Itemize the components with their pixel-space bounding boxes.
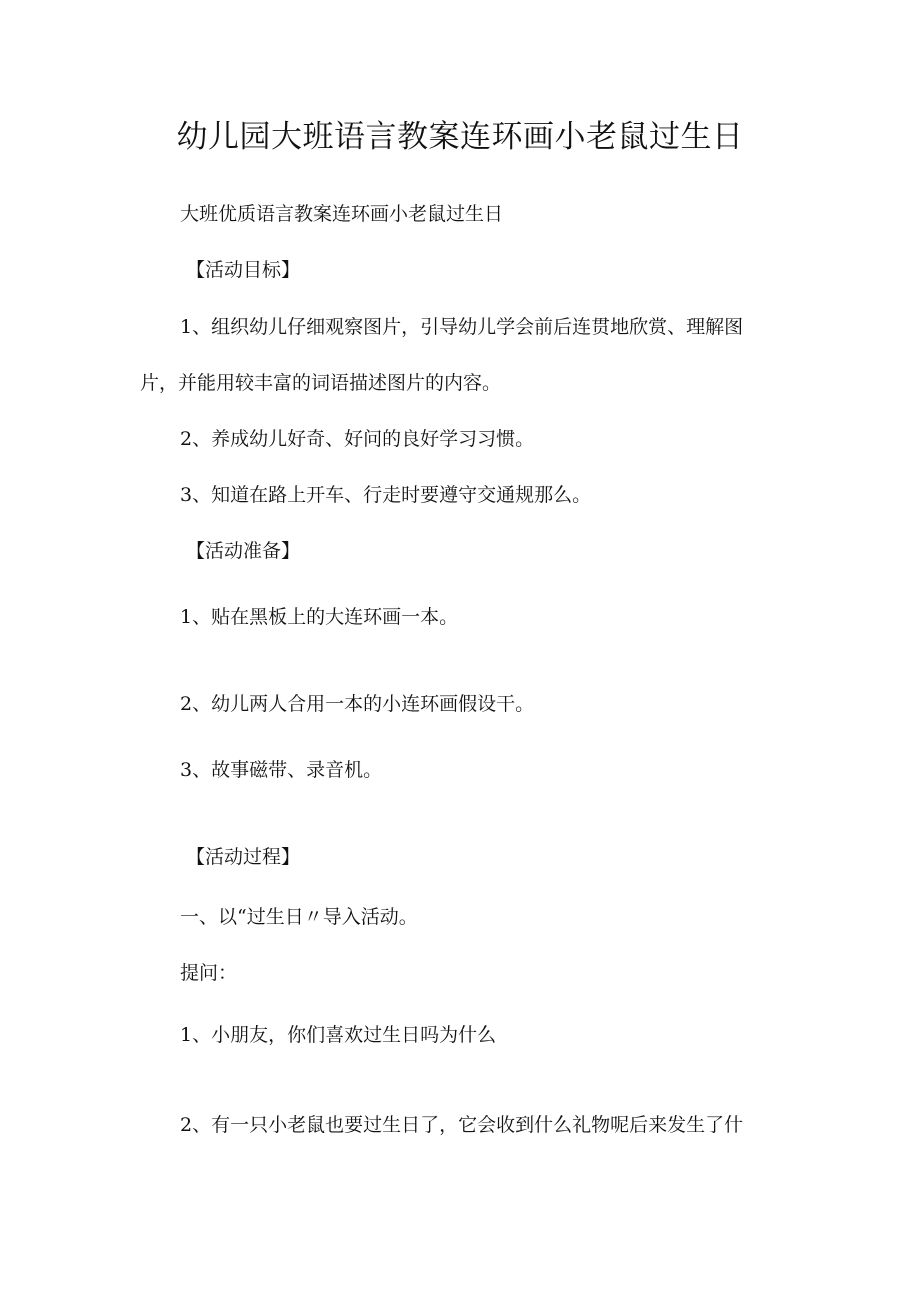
section-heading-process: 【活动过程】 <box>186 846 301 868</box>
ask-label: 提问： <box>180 962 238 984</box>
goal-1-line-2: 片，并能用较丰富的词语描述图片的内容。 <box>140 372 502 394</box>
goal-2: 2、养成幼儿好奇、好问的良好学习习惯。 <box>180 428 535 450</box>
section-heading-goals: 【活动目标】 <box>186 259 301 281</box>
document-title: 幼儿园大班语言教案连环画小老鼠过生日 <box>176 119 744 155</box>
document-subtitle: 大班优质语言教案连环画小老鼠过生日 <box>180 203 504 225</box>
prep-2: 2、幼儿两人合用一本的小连环画假设干。 <box>180 693 535 715</box>
question-2: 2、有一只小老鼠也要过生日了，它会收到什么礼物呢后来发生了什 <box>180 1114 744 1136</box>
section-heading-preparation: 【活动准备】 <box>186 540 301 562</box>
goal-3: 3、知道在路上开车、行走时要遵守交通规那么。 <box>180 484 592 506</box>
prep-3: 3、故事磁带、录音机。 <box>180 759 383 781</box>
goal-1-line-1: 1、组织幼儿仔细观察图片，引导幼儿学会前后连贯地欣赏、理解图 <box>180 316 744 338</box>
process-step-1: 一、以“过生日〃导入活动。 <box>180 906 418 928</box>
prep-1: 1、贴在黑板上的大连环画一本。 <box>180 606 459 628</box>
question-1: 1、小朋友，你们喜欢过生日吗为什么 <box>180 1024 497 1046</box>
